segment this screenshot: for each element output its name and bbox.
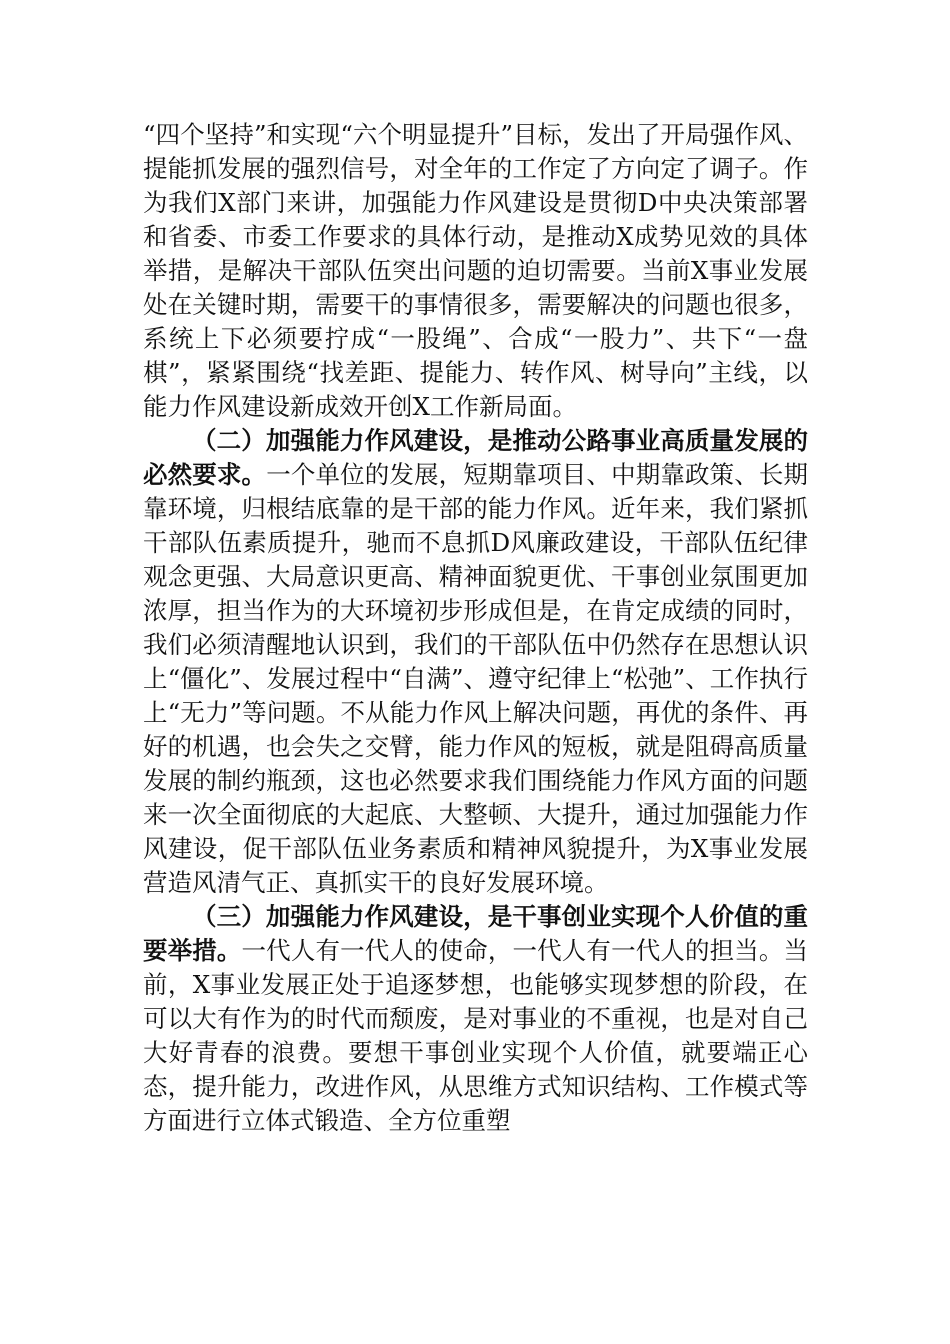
section-three-heading: （三）加强能力作风建设，是干事创业实现个人价值的重要举措。 [143, 902, 808, 965]
section-two-body: 一个单位的发展，短期靠项目、中期靠政策、长期靠环境，归根结底靠的是干部的能力作风。近年来，我们紧抓干部队伍素质提升，驰而不息抓D风廉政建设，干部队伍纪律观念更强、大局意识更高、精神面貌更优、干事创业氛围更加浓厚，担当作为的大环境初步形成但是，在肯定成绩的同时，我们必须清醒地认识到，我们的干部队伍中仍然存在思想认识上“僵化”、发展过程中“自满”、遵守纪律上“松弛”、工作执行上“无力”等问题。不从能力作风上解决问题，再优的条件、再好的机遇，也会失之交臂，能力作风的短板，就是阻碍高质量发展的制约瓶颈，这也必然要求我们围绕能力作风方面的问题来一次全面彻底的大起底、大整顿、大提升，通过加强能力作风建设，促干部队伍业务素质和精神风貌提升，为X事业发展营造风清气正、真抓实干的良好发展环境。 [143, 460, 809, 897]
section-two-heading: （二）加强能力作风建设，是推动公路事业高质量发展的必然要求。 [143, 426, 808, 489]
section-three-paragraph [143, 900, 808, 1138]
section-two-paragraph [143, 424, 808, 900]
document-page [143, 118, 808, 1138]
paragraph-text: “四个坚持”和实现“六个明显提升”目标，发出了开局强作风、提能抓发展的强烈信号，对全年的工作定了方向定了调子。作为我们X部门来讲，加强能力作风建设是贯彻D中央决策部署和省委、市委工作要求的具体行动，是推动X成势见效的具体举措，是解决干部队伍突出问题的迫切需要。当前X事业发展处在关键时期，需要干的事情很多，需要解决的问题也很多，系统上下必须要拧成“一股绳”、合成“一股力”、共下“一盘棋”，紧紧围绕“找差距、提能力、转作风、树导向”主线，以能力作风建设新成效开创X工作新局面。 [143, 120, 808, 421]
paragraph-continuation [143, 118, 808, 424]
section-three-body: 一代人有一代人的使命，一代人有一代人的担当。当前，X事业发展正处于追逐梦想，也能够实现梦想的阶段，在可以大有作为的时代而颓废，是对事业的不重视，也是对自己大好青春的浪费。要想干事创业实现个人价值，就要端正心态，提升能力，改进作风，从思维方式知识结构、工作模式等方面进行立体式锻造、全方位重塑 [143, 936, 809, 1135]
